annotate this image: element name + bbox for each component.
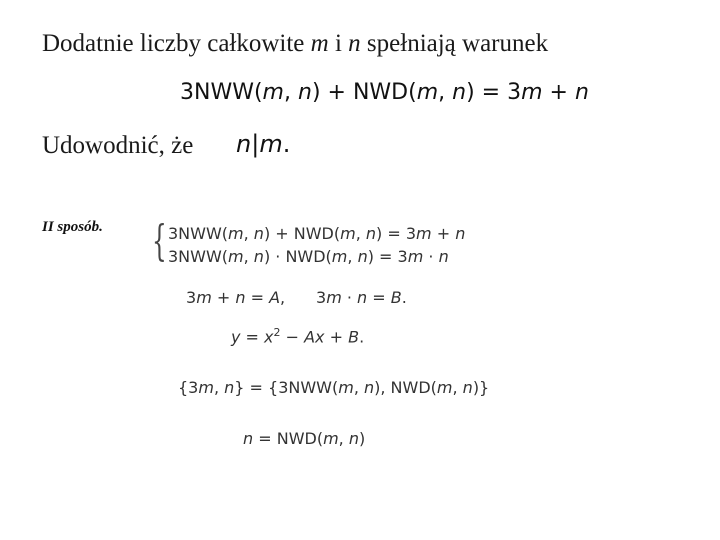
- sys-var: n: [253, 247, 264, 266]
- sys-var: m: [340, 224, 356, 243]
- sys-var: m: [228, 224, 244, 243]
- concl-part: ): [358, 429, 366, 448]
- divides-symbol: |: [251, 130, 260, 158]
- sys-part: ) + NWD(: [263, 224, 341, 243]
- quad-var: x: [315, 327, 325, 347]
- prove-statement: [236, 130, 290, 158]
- quad-var: y: [231, 327, 241, 347]
- set-var: n: [364, 378, 375, 397]
- eq-var: m: [416, 80, 439, 105]
- set-part: } = {3NWW(: [234, 378, 339, 397]
- set-var: m: [338, 378, 354, 397]
- sys-var: m: [331, 247, 348, 266]
- prove-dot: .: [282, 130, 291, 158]
- sys-var: n: [357, 247, 368, 266]
- eq-part: ) = 3: [466, 80, 522, 105]
- eq-part: ,: [283, 80, 298, 105]
- def-var: n: [235, 288, 246, 307]
- system-line-1: [168, 224, 465, 243]
- sys-part: ,: [355, 224, 366, 243]
- conclusion: [243, 429, 365, 448]
- def-part: ·: [341, 288, 358, 307]
- intro-text-2: i: [328, 30, 349, 57]
- eq-var: m: [262, 80, 284, 105]
- sys-part: ·: [423, 247, 439, 266]
- eq-var: m: [521, 80, 543, 105]
- sys-var: n: [455, 224, 466, 243]
- set-var: m: [436, 378, 453, 397]
- definition-B: [316, 288, 407, 307]
- prove-label: Udowodnić, że: [42, 132, 194, 159]
- sys-part: 3NWW(: [168, 247, 229, 266]
- intro-text-1: Dodatnie liczby całkowite: [42, 30, 311, 57]
- def-part: ,: [280, 288, 286, 307]
- def-var: n: [357, 288, 368, 307]
- definition-A: [186, 288, 285, 307]
- set-part: )}: [472, 378, 490, 397]
- method-label: II sposób.: [42, 219, 103, 235]
- sys-part: ) · NWD(: [263, 247, 332, 266]
- quad-var: x: [264, 327, 274, 347]
- def-part: =: [367, 288, 391, 307]
- set-part: {3: [178, 378, 199, 397]
- sys-part: 3NWW(: [168, 224, 229, 243]
- set-var: n: [462, 378, 473, 397]
- system-line-2: [168, 247, 449, 266]
- quad-part: .: [359, 327, 365, 347]
- eq-part: ,: [438, 80, 453, 105]
- sys-var: n: [365, 224, 377, 243]
- concl-var: n: [348, 429, 359, 448]
- var-m: m: [310, 30, 329, 57]
- set-part: ,: [353, 378, 364, 397]
- set-equality: [178, 378, 489, 397]
- sys-part: +: [431, 224, 456, 243]
- sys-var: n: [253, 224, 264, 243]
- set-part: ), NWD(: [374, 378, 437, 397]
- quadratic-equation: [231, 326, 364, 346]
- sys-part: ,: [243, 247, 254, 266]
- eq-var: n: [297, 80, 312, 105]
- quad-var: B: [348, 327, 360, 347]
- concl-part: = NWD(: [253, 429, 324, 448]
- set-var: m: [198, 378, 214, 397]
- sys-var: m: [416, 224, 432, 243]
- def-var: B: [390, 288, 402, 307]
- set-part: ,: [452, 378, 463, 397]
- def-var: m: [196, 288, 212, 307]
- def-var: A: [269, 288, 281, 307]
- def-part: 3: [316, 288, 327, 307]
- concl-part: ,: [338, 429, 349, 448]
- def-part: 3: [186, 288, 197, 307]
- main-equation: [180, 80, 589, 105]
- def-var: m: [326, 288, 342, 307]
- def-part: .: [401, 288, 407, 307]
- sys-part: ,: [347, 247, 358, 266]
- quad-part: +: [324, 327, 349, 347]
- eq-part: 3NWW(: [180, 80, 263, 105]
- sys-part: ) = 3: [367, 247, 408, 266]
- prove-var-m: m: [259, 130, 283, 158]
- sys-var: m: [228, 247, 244, 266]
- problem-intro: [42, 30, 548, 58]
- eq-var: n: [574, 80, 589, 105]
- eq-part: ) + NWD(: [311, 80, 417, 105]
- set-var: n: [224, 378, 235, 397]
- concl-var: m: [323, 429, 339, 448]
- prove-var-n: n: [236, 130, 252, 158]
- def-part: +: [211, 288, 236, 307]
- sys-var: m: [407, 247, 424, 266]
- eq-part: +: [542, 80, 575, 105]
- eq-var: n: [452, 80, 467, 105]
- intro-text-3: spełniają warunek: [360, 30, 549, 57]
- concl-var: n: [243, 429, 254, 448]
- quad-exponent: 2: [273, 326, 281, 339]
- quad-part: =: [240, 327, 265, 347]
- var-n: n: [348, 30, 361, 57]
- set-part: ,: [213, 378, 225, 397]
- def-part: =: [245, 288, 270, 307]
- system-brace: {: [152, 216, 167, 265]
- quad-var: A: [304, 327, 316, 347]
- sys-part: ,: [243, 224, 254, 243]
- sys-part: ) = 3: [376, 224, 417, 243]
- quad-part: −: [280, 327, 305, 347]
- sys-var: n: [438, 247, 449, 266]
